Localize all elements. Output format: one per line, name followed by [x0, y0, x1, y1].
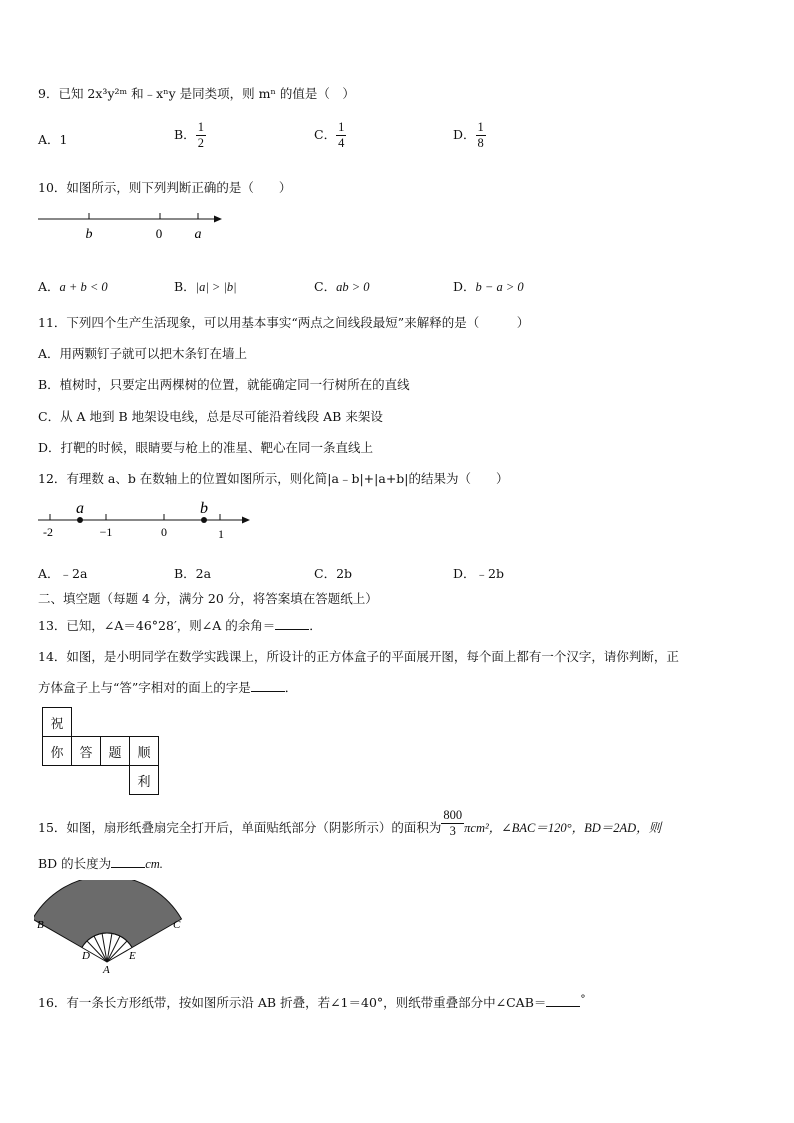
q14-cell-ti: 题 [100, 736, 130, 766]
q15-label-B: B [37, 919, 44, 931]
q9-option-c-label: C． [314, 127, 337, 142]
q15-label-E: E [129, 950, 136, 962]
q13-answer-blank[interactable] [275, 617, 309, 630]
q9-option-d-label: D． [453, 127, 476, 142]
q15-fraction: $\frac{800}{3}$ [443, 808, 463, 838]
q12-stem: 12．有理数 a、b 在数轴上的位置如图所示，则化简|a﹣b|+|a+b|的结果为（ ） [38, 471, 509, 486]
q12-option-b: B．2a [174, 566, 212, 581]
q9-option-b [174, 120, 206, 151]
q10-option-a: A．a + b < 0 [38, 279, 108, 294]
q9-option-c-fraction: $\frac{1}{4}$ [338, 120, 345, 150]
q14-cell-ni: 你 [42, 736, 72, 766]
q9-option-d [453, 120, 486, 151]
q12-label-b: b [200, 500, 208, 517]
q10-label-a: a [194, 227, 202, 242]
q14-cell-shun: 顺 [129, 736, 159, 766]
q12-option-c: C．2b [314, 566, 353, 581]
q9-stem: 9．已知 2x³y²ᵐ 和﹣xⁿy 是同类项，则 mⁿ 的值是（ ） [38, 86, 355, 101]
q12-label-m1: −1 [99, 525, 113, 539]
q12-number-line [36, 498, 256, 544]
q14-cube-net [42, 707, 166, 799]
q12-point-a [77, 517, 83, 523]
q9-option-a: A．1 [38, 132, 68, 147]
q10-stem: 10．如图所示，则下列判断正确的是（ ） [38, 180, 292, 195]
q15-label-C: C [173, 919, 181, 931]
q12-axis-arrow [242, 517, 250, 524]
q14-cell-li: 利 [129, 765, 159, 795]
q10-option-d: D．b − a > 0 [453, 279, 524, 294]
q12-label-m2: -2 [43, 525, 53, 539]
q15-line1: 15．如图，扇形纸叠扇完全打开后，单面贴纸部分（阴影所示）的面积为 $\frac{800}{3}$ πcm²，∠BAC＝120°，BD＝2AD，则 [38, 808, 662, 838]
q11-option-c: C．从 A 地到 B 地架设电线，总是尽可能沿着线段 AB 来架设 [38, 409, 383, 424]
q16-answer-blank[interactable] [546, 994, 580, 1007]
q9-option-c [314, 120, 346, 151]
q12-label-a: a [76, 500, 84, 517]
q12-label-zero: 0 [161, 525, 167, 539]
q11-option-a: A．用两颗钉子就可以把木条钉在墙上 [38, 346, 248, 361]
q14-cell-zhu: 祝 [42, 707, 72, 737]
q15-fan-figure [34, 880, 194, 975]
q10-option-c: C．ab > 0 [314, 279, 370, 294]
q9-option-d-fraction: $\frac{1}{8}$ [477, 120, 484, 150]
q11-option-d: D．打靶的时候，眼睛要与枪上的准星、靶心在同一条直线上 [38, 440, 374, 455]
q15-answer-blank[interactable] [111, 855, 145, 868]
q9-option-b-fraction: $\frac{1}{2}$ [197, 120, 204, 150]
q10-label-zero: 0 [155, 226, 163, 241]
q12-point-b [201, 517, 207, 523]
q10-axis-arrow [214, 216, 222, 223]
q12-option-a: A．﹣2a [38, 566, 88, 581]
q15-line2: BD 的长度为 cm. [38, 856, 163, 871]
q14-answer-blank[interactable] [251, 679, 285, 692]
q14-line1: 14．如图，是小明同学在数学实践课上，所设计的正方体盒子的平面展开图，每个面上都有一个汉字，请你判断，正 [38, 649, 679, 664]
q14-cell-da: 答 [71, 736, 101, 766]
q11-option-b: B．植树时，只要定出两棵树的位置，就能确定同一行树所在的直线 [38, 377, 410, 392]
q15-label-D: D [82, 950, 90, 962]
q15-shaded-sector [34, 880, 182, 948]
q16: 16．有一条长方形纸带，按如图所示沿 AB 折叠，若∠1＝40°，则纸带重叠部分中∠CAB＝ ° [38, 993, 586, 1011]
q14-line2: 方体盒子上与“答”字相对的面上的字是 ． [38, 680, 298, 695]
q10-label-b: b [85, 227, 93, 242]
q12-option-d: D．﹣2b [453, 566, 504, 581]
q11-stem: 11．下列四个生产生活现象，可以用基本事实“两点之间线段最短”来解释的是（ ） [38, 315, 530, 330]
q13: 13．已知，∠A＝46°28′，则∠A 的余角＝ ． [38, 618, 322, 633]
q15-label-A: A [103, 964, 110, 975]
q12-label-one: 1 [218, 527, 224, 541]
section-heading: 二、填空题（每题 4 分，满分 20 分，将答案填在答题纸上） [38, 591, 378, 606]
q10-option-b: B．|a| > |b| [174, 279, 237, 294]
q9-option-b-label: B． [174, 127, 196, 142]
q10-number-line [36, 206, 226, 246]
